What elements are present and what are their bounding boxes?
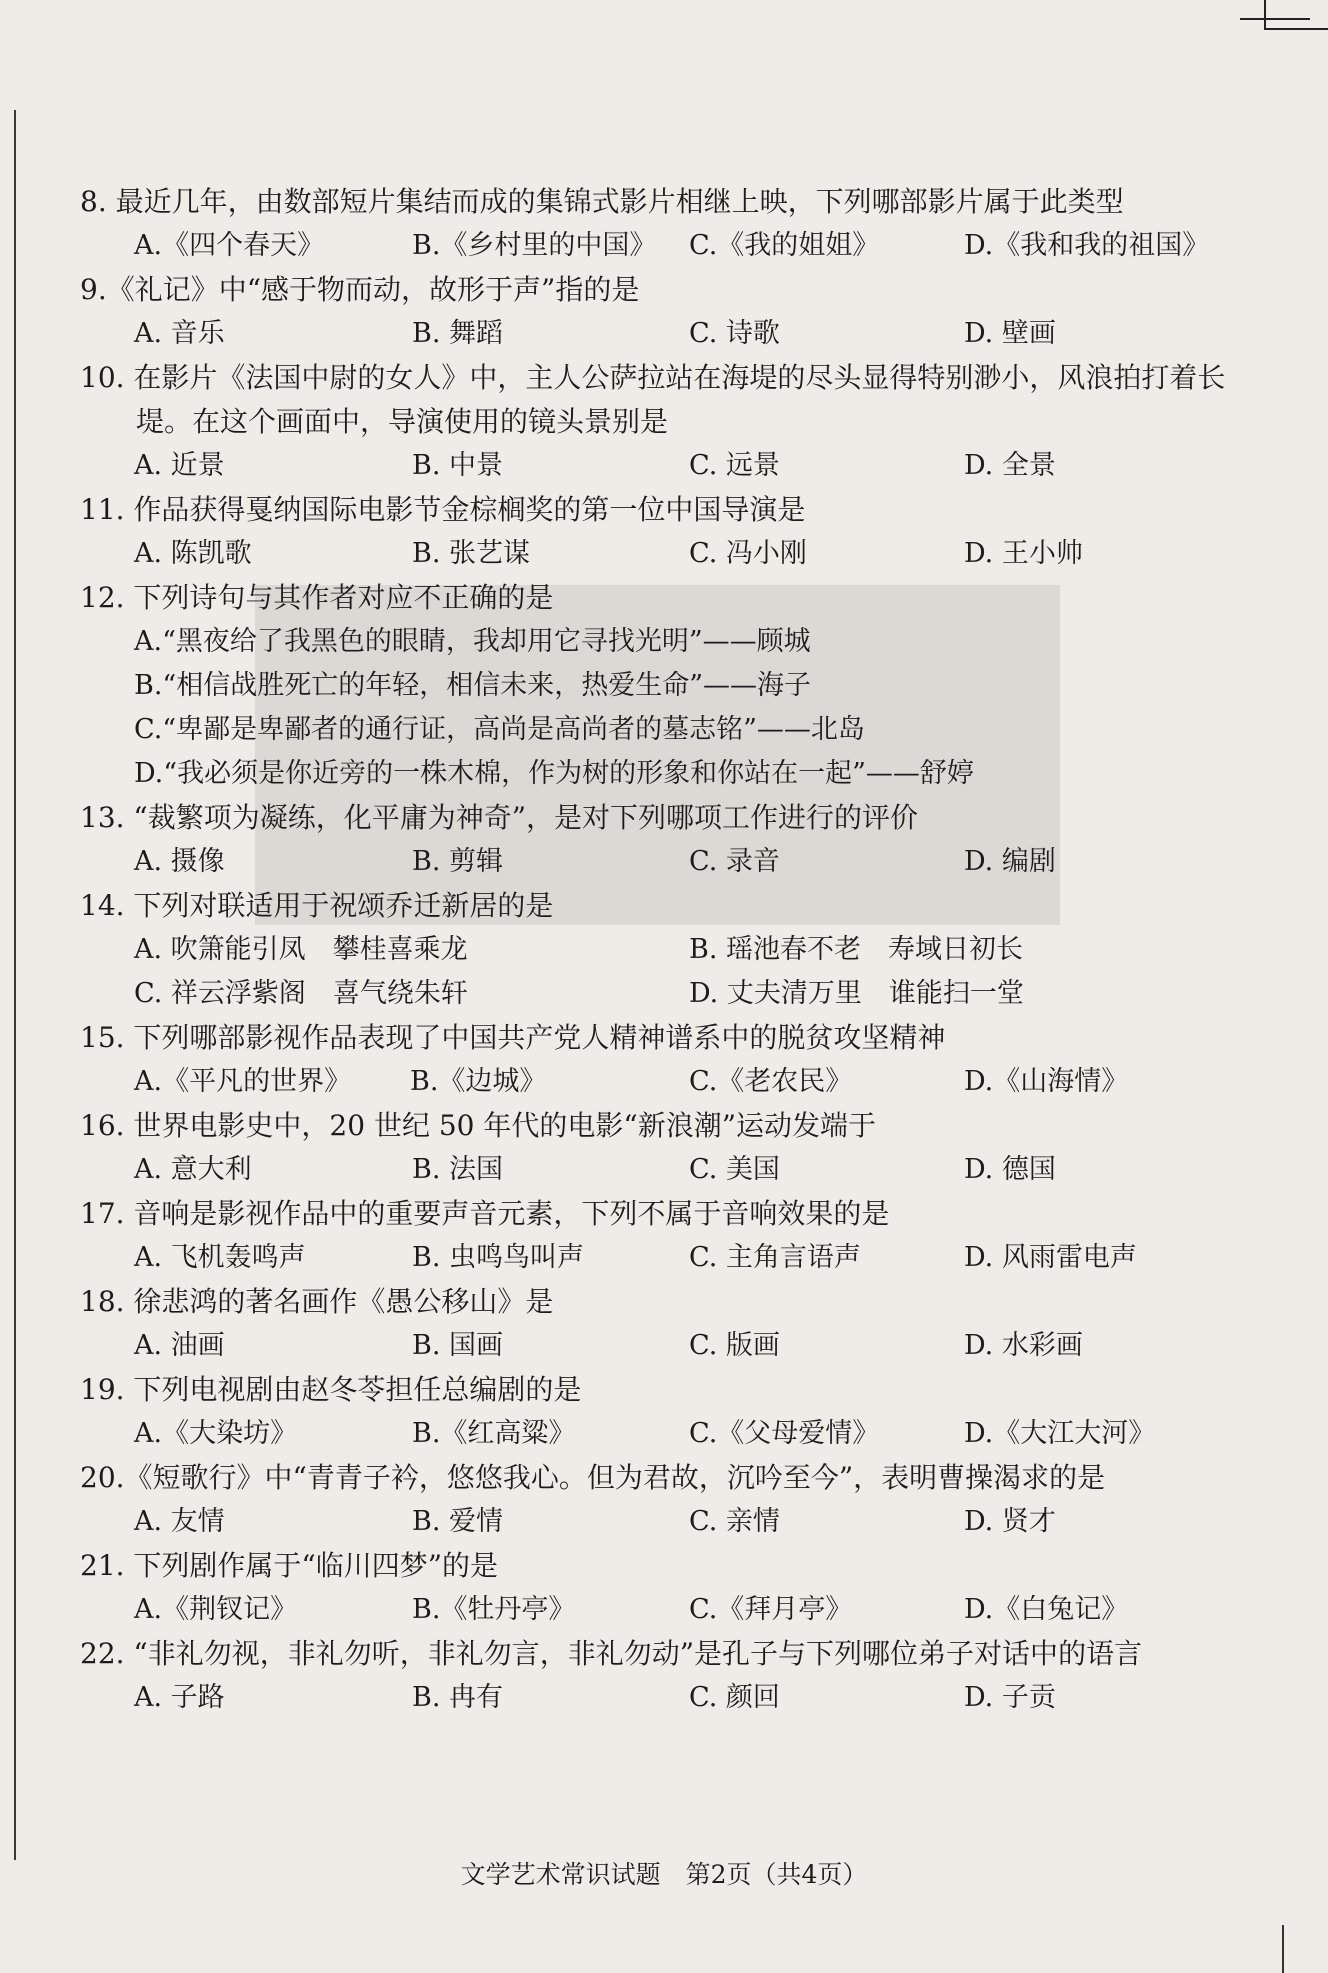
question-stem-continued: 堤。在这个画面中，导演使用的镜头景别是	[136, 405, 669, 438]
question-stem: 15. 下列哪部影视作品表现了中国共产党人精神谱系中的脱贫攻坚精神	[80, 1021, 946, 1054]
option-b: B. 剪辑	[412, 846, 504, 877]
question-19	[80, 1368, 1300, 1456]
option-d: D. 子贡	[964, 1682, 1056, 1713]
option-a: A. 飞机轰鸣声	[134, 1242, 306, 1273]
option-c: C.《拜月亭》	[689, 1594, 853, 1625]
option-a: A. 摄像	[134, 846, 225, 877]
option-d: D.“我必须是你近旁的一株木棉，作为树的形象和你站在一起”——舒婷	[134, 758, 974, 789]
option-b: B. 国画	[412, 1330, 504, 1361]
option-a: A.《四个春天》	[134, 230, 325, 261]
question-13	[80, 796, 1300, 884]
option-a: A. 子路	[134, 1682, 225, 1713]
option-d: D.《大江大河》	[964, 1418, 1156, 1449]
option-b: B. 法国	[412, 1154, 504, 1185]
option-c: C.“卑鄙是卑鄙者的通行证，高尚是高尚者的墓志铭”——北岛	[134, 714, 865, 745]
options-row	[80, 224, 1300, 268]
options-row	[80, 1060, 1300, 1104]
question-stem: 20.《短歌行》中“青青子衿，悠悠我心。但为君故，沉吟至今”，表明曹操渴求的是	[80, 1461, 1106, 1494]
option-c: C. 冯小刚	[689, 538, 807, 569]
question-stem: 22. “非礼勿视，非礼勿听，非礼勿言，非礼勿动”是孔子与下列哪位弟子对话中的语言	[80, 1637, 1143, 1670]
options-row	[80, 1148, 1300, 1192]
option-b: B.《乡村里的中国》	[412, 230, 657, 261]
option-d: D.《我和我的祖国》	[964, 230, 1210, 261]
option-b: B. 冉有	[412, 1682, 504, 1713]
option-a: A. 吹箫能引凤 攀桂喜乘龙	[134, 934, 468, 965]
option-d: D. 编剧	[964, 846, 1056, 877]
option-b: B.《红高粱》	[412, 1418, 576, 1449]
option-b: B. 虫鸣鸟叫声	[412, 1242, 585, 1273]
question-stem: 9.《礼记》中“感于物而动，故形于声”指的是	[80, 273, 640, 306]
option-c: C. 录音	[689, 846, 780, 877]
option-d: D. 风雨雷电声	[964, 1242, 1137, 1273]
option-c: C. 主角言语声	[689, 1242, 861, 1273]
question-list	[80, 180, 1300, 1720]
options-row	[80, 1412, 1300, 1456]
question-stem: 18. 徐悲鸿的著名画作《愚公移山》是	[80, 1285, 554, 1318]
option-a: A. 音乐	[134, 318, 225, 349]
option-a: A. 友情	[134, 1506, 225, 1537]
question-18	[80, 1280, 1300, 1368]
question-stem: 21. 下列剧作属于“临川四梦”的是	[80, 1549, 499, 1582]
bottom-edge-mark	[1282, 1925, 1284, 1973]
question-stem: 11. 作品获得戛纳国际电影节金棕榈奖的第一位中国导演是	[80, 493, 806, 526]
question-17	[80, 1192, 1300, 1280]
question-stem: 10. 在影片《法国中尉的女人》中，主人公萨拉站在海堤的尽头显得特别渺小，风浪拍打着长	[80, 361, 1226, 394]
option-a: A. 陈凯歌	[134, 538, 252, 569]
corner-crop-mark	[1264, 0, 1328, 30]
options-row	[80, 1500, 1300, 1544]
option-b: B.《牡丹亭》	[412, 1594, 576, 1625]
option-d: D. 贤才	[964, 1506, 1056, 1537]
options-row	[80, 928, 1300, 972]
option-a: A. 近景	[134, 450, 225, 481]
option-a: A. 油画	[134, 1330, 225, 1361]
options-row	[80, 444, 1300, 488]
question-stem: 19. 下列电视剧由赵冬苓担任总编剧的是	[80, 1373, 582, 1406]
option-c: C. 版画	[689, 1330, 780, 1361]
option-a: A. 意大利	[134, 1154, 252, 1185]
option-a: A.“黑夜给了我黑色的眼睛，我却用它寻找光明”——顾城	[134, 626, 811, 657]
option-b: B. 爱情	[412, 1506, 504, 1537]
option-d: D. 德国	[964, 1154, 1056, 1185]
question-14	[80, 884, 1300, 1016]
option-c: C.《老农民》	[689, 1066, 853, 1097]
option-d: D. 王小帅	[964, 538, 1083, 569]
option-b: B. 瑶池春不老 寿域日初长	[689, 934, 1024, 965]
question-8	[80, 180, 1300, 268]
option-b: B. 中景	[412, 450, 504, 481]
question-10	[80, 356, 1300, 488]
options-row	[80, 1236, 1300, 1280]
question-stem: 14. 下列对联适用于祝颂乔迁新居的是	[80, 889, 554, 922]
option-b: B.《边城》	[410, 1066, 547, 1097]
options-row	[80, 1676, 1300, 1720]
option-d: D. 丈夫清万里 谁能扫一堂	[689, 978, 1024, 1009]
options-row	[80, 312, 1300, 356]
option-a: A.《平凡的世界》	[134, 1066, 352, 1097]
option-c: C.《我的姐姐》	[689, 230, 880, 261]
option-d: D.《白兔记》	[964, 1594, 1129, 1625]
question-12	[80, 576, 1300, 796]
question-21	[80, 1544, 1300, 1632]
option-c: C. 诗歌	[689, 318, 780, 349]
option-b: B. 张艺谋	[412, 538, 531, 569]
option-c: C. 祥云浮紫阁 喜气绕朱轩	[134, 978, 468, 1009]
options-row	[80, 840, 1300, 884]
question-stem: 16. 世界电影史中，20 世纪 50 年代的电影“新浪潮”运动发端于	[80, 1109, 877, 1142]
question-stem: 13. “裁繁项为凝练，化平庸为神奇”，是对下列哪项工作进行的评价	[80, 801, 919, 834]
top-tick-mark	[1240, 18, 1310, 20]
question-11	[80, 488, 1300, 576]
option-d: D. 壁画	[964, 318, 1056, 349]
question-9	[80, 268, 1300, 356]
options-row	[80, 1324, 1300, 1368]
option-b: B.“相信战胜死亡的年轻，相信未来，热爱生命”——海子	[134, 670, 812, 701]
question-16	[80, 1104, 1300, 1192]
option-d: D. 水彩画	[964, 1330, 1083, 1361]
options-row	[80, 1588, 1300, 1632]
question-15	[80, 1016, 1300, 1104]
option-c: C. 亲情	[689, 1506, 780, 1537]
option-c: C. 远景	[689, 450, 780, 481]
question-stem: 12. 下列诗句与其作者对应不正确的是	[80, 581, 554, 614]
option-c: C.《父母爱情》	[689, 1418, 880, 1449]
option-d: D.《山海情》	[964, 1066, 1129, 1097]
page-footer: 文学艺术常识试题 第2页（共4页）	[460, 1860, 868, 1889]
options-row	[80, 532, 1300, 576]
question-stem: 8. 最近几年，由数部短片集结而成的集锦式影片相继上映，下列哪部影片属于此类型	[80, 185, 1124, 218]
option-c: C. 颜回	[689, 1682, 780, 1713]
left-binding-line	[14, 110, 16, 1860]
question-20	[80, 1456, 1300, 1544]
options-row	[80, 972, 1300, 1016]
option-c: C. 美国	[689, 1154, 780, 1185]
option-a: A.《荆钗记》	[134, 1594, 298, 1625]
option-b: B. 舞蹈	[412, 318, 504, 349]
question-stem: 17. 音响是影视作品中的重要声音元素，下列不属于音响效果的是	[80, 1197, 890, 1230]
question-22	[80, 1632, 1300, 1720]
option-a: A.《大染坊》	[134, 1418, 298, 1449]
option-d: D. 全景	[964, 450, 1056, 481]
